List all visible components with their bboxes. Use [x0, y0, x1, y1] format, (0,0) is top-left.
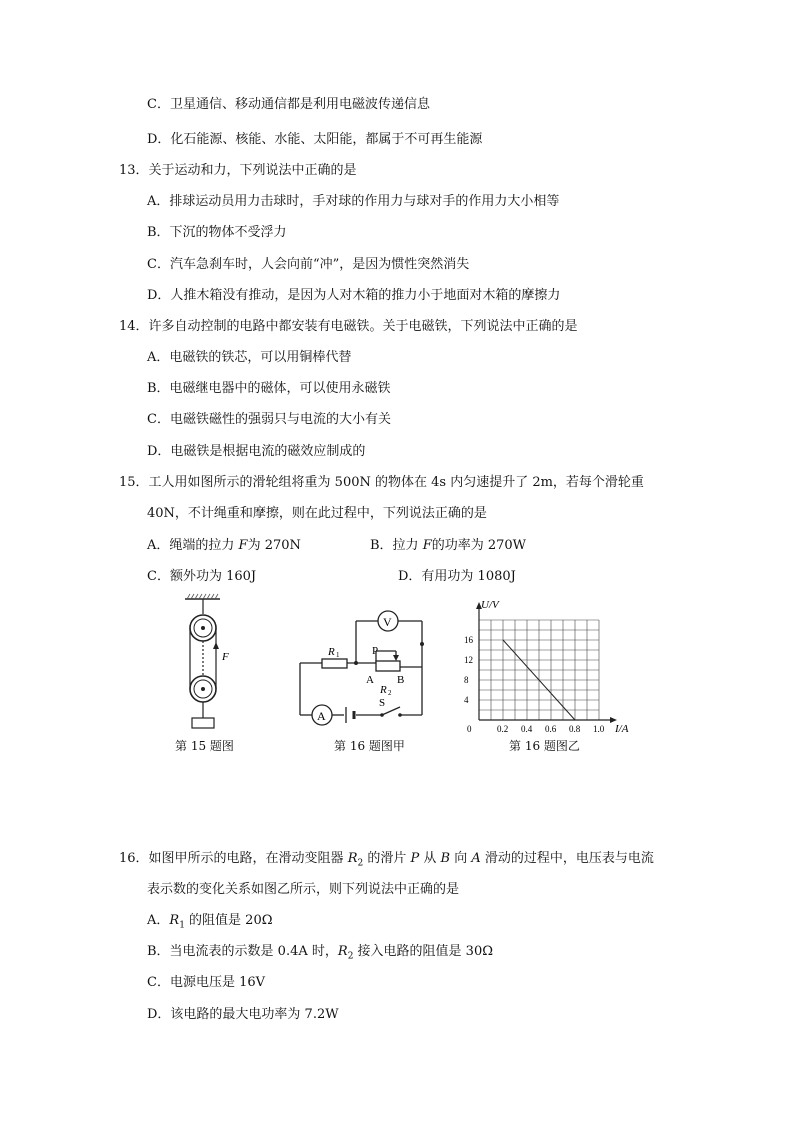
q12-option-d: D．化石能源、核能、水能、太阳能，都属于不可再生能源 — [147, 132, 483, 147]
q16-option-d: D．该电路的最大电功率为 7.2W — [147, 1007, 339, 1022]
q13-option-c: C．汽车急刹车时，人会向前“冲”，是因为惯性突然消失 — [147, 257, 470, 272]
q16-option-a: A．$R_1$ 的阻值是 20Ω — [147, 913, 273, 931]
y-tick-label: 8 — [464, 675, 469, 685]
rheostat-r2 — [366, 645, 404, 697]
force-label: F — [222, 651, 229, 663]
fixed-pulley — [190, 615, 216, 641]
svg-text:2: 2 — [388, 689, 392, 697]
q13-option-a: A．排球运动员用力击球时，手对球的作用力与球对手的作用力大小相等 — [147, 194, 560, 209]
q16-option-c: C．电源电压是 16V — [147, 975, 266, 990]
y-tick-label: 16 — [464, 635, 473, 645]
origin-label: 0 — [467, 724, 472, 734]
fig16a-caption: 第 16 题图甲 — [334, 739, 405, 753]
end-b-label: B — [397, 674, 405, 686]
q16-option-b: B．当电流表的示数是 0.4A 时，$R_2$ 接入电路的阻值是 30Ω — [147, 944, 494, 962]
fig16b-caption: 第 16 题图乙 — [509, 739, 580, 753]
y-tick-label: 12 — [464, 655, 473, 665]
x-tick-label: 0.8 — [569, 724, 581, 734]
q15-option-b: B．拉力 F的功率为 270W — [370, 538, 527, 553]
q15-option-d: D．有用功为 1080J — [398, 569, 516, 584]
q14-option-b: B．电磁继电器中的磁体，可以使用永磁铁 — [147, 381, 391, 396]
q15-option-c: C．额外功为 160J — [147, 569, 257, 584]
svg-text:V: V — [383, 615, 392, 629]
rope-free-end — [213, 642, 219, 674]
x-tick-label: 1.0 — [593, 724, 605, 734]
q13-stem: 13．关于运动和力，下列说法中正确的是 — [119, 163, 357, 178]
ammeter — [312, 705, 332, 725]
q13-option-b: B．下沉的物体不受浮力 — [147, 225, 287, 240]
q13-option-d: D．人推木箱没有推动，是因为人对木箱的推力小于地面对木箱的摩擦力 — [147, 288, 561, 303]
voltmeter — [378, 611, 398, 631]
q15-stem-line1: 15．工人用如图所示的滑轮组将重为 500N 的物体在 4s 内匀速提升了 2m，若每个滑轮重 — [119, 475, 644, 490]
ceiling-mount — [185, 594, 220, 599]
slider-p-label: P — [372, 645, 379, 657]
q16-stem-line2: 表示数的变化关系如图乙所示，则下列说法中正确的是 — [147, 882, 460, 897]
q15-stem-line2: 40N，不计绳重和摩擦，则在此过程中，下列说法正确的是 — [147, 506, 487, 521]
switch-s — [379, 697, 402, 717]
end-a-label: A — [366, 674, 374, 686]
u-i-graph — [455, 590, 635, 740]
resistor-r1 — [322, 646, 347, 668]
x-tick-label: 0.6 — [545, 724, 557, 734]
pulley-system-figure — [170, 592, 250, 732]
q12-option-c: C．卫星通信、移动通信都是利用电磁波传递信息 — [147, 97, 430, 112]
fig15-caption: 第 15 题图 — [175, 739, 234, 753]
q14-option-c: C．电磁铁磁性的强弱只与电流的大小有关 — [147, 412, 391, 427]
weight-block — [192, 718, 214, 728]
q14-stem: 14．许多自动控制的电路中都安装有电磁铁。关于电磁铁，下列说法中正确的是 — [119, 319, 578, 334]
x-tick-label: 0.4 — [521, 724, 533, 734]
y-tick-label: 4 — [464, 695, 469, 705]
q16-stem-line1: 16．如图甲所示的电路，在滑动变阻器 $R_2$ 的滑片 P 从 B 向 A 滑动的过程中，电压表与电流 — [119, 851, 654, 869]
q14-option-d: D．电磁铁是根据电流的磁效应制成的 — [147, 444, 366, 459]
circuit-diagram — [292, 605, 432, 730]
q15-option-a: A．绳端的拉力 F为 270N — [147, 538, 301, 553]
svg-text:R: R — [380, 684, 387, 696]
movable-pulley — [190, 676, 216, 702]
svg-text:R: R — [328, 646, 335, 658]
svg-text:S: S — [379, 697, 386, 709]
circuit-wires — [300, 621, 422, 715]
battery — [346, 707, 354, 723]
svg-text:1: 1 — [336, 651, 340, 659]
q14-option-a: A．电磁铁的铁芯，可以用铜棒代替 — [147, 350, 352, 365]
svg-text:A: A — [317, 709, 326, 723]
y-axis-label: U/V — [481, 599, 499, 611]
x-tick-label: 0.2 — [497, 724, 509, 734]
x-axis-label: I/A — [615, 723, 629, 735]
